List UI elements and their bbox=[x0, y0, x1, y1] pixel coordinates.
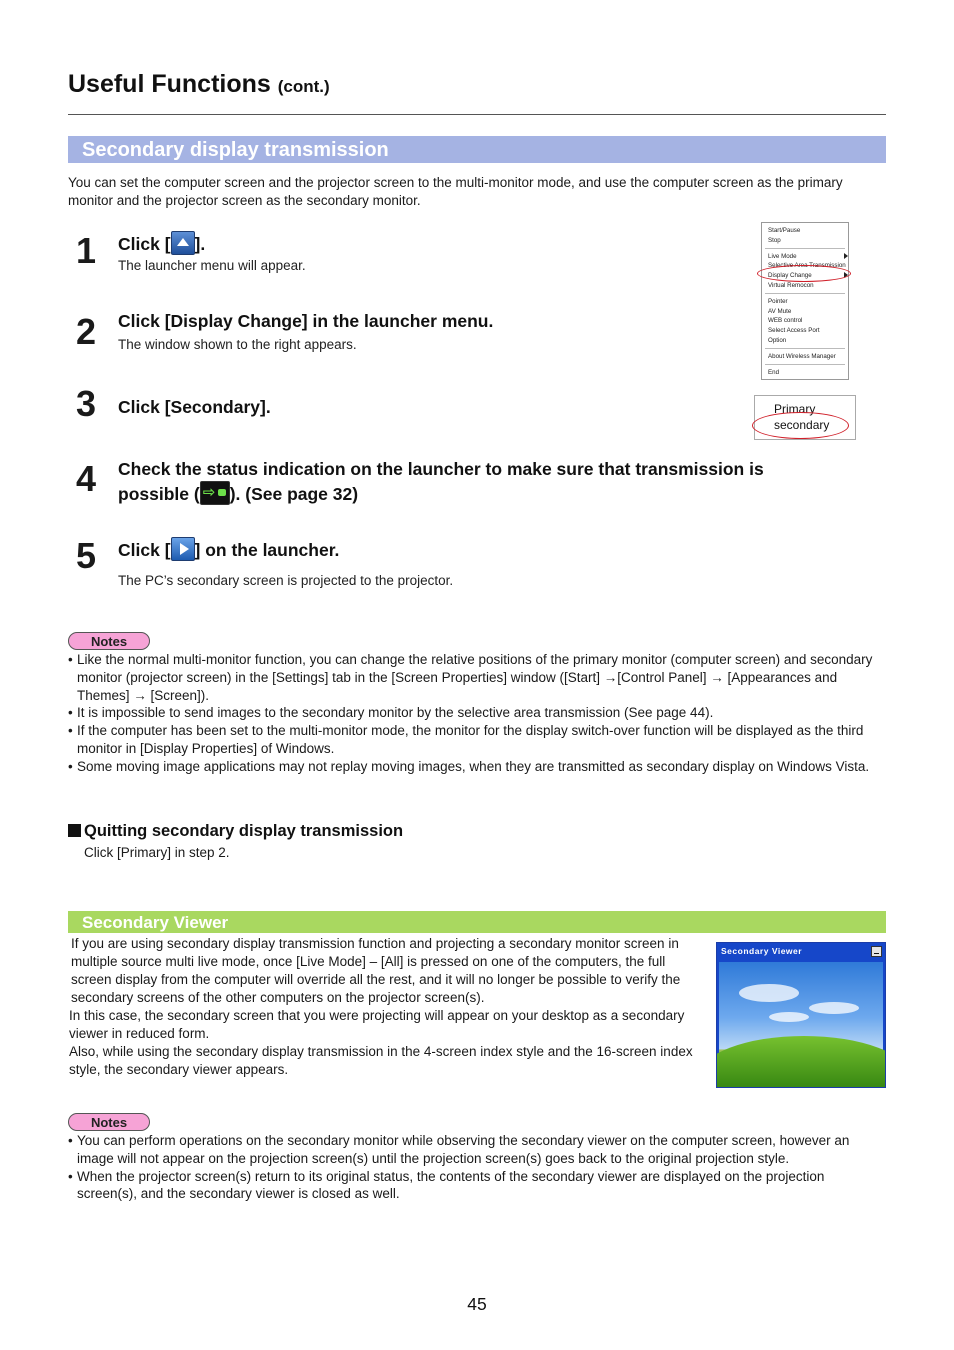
step-heading: Click [Display Change] in the launcher menu. bbox=[118, 311, 494, 331]
step-number: 2 bbox=[76, 311, 97, 352]
note-item: • It is impossible to send images to the secondary monitor by the selective area transmission (See page 44). bbox=[68, 704, 888, 722]
secondary-viewer-window bbox=[716, 942, 886, 1088]
step-heading-line2: possible (⇨ ). (See page 32) bbox=[118, 481, 358, 505]
note-item: • You can perform operations on the secondary monitor while observing the secondary viewer on the computer screen, however an image will not appear on the projection screen(s) until the projection screen(s) goes back to the original projection style. bbox=[68, 1132, 888, 1168]
step-heading: Click [ ]. bbox=[118, 231, 205, 255]
notes-badge: Notes bbox=[68, 632, 150, 650]
menu-separator bbox=[765, 364, 845, 365]
viewer-paragraph: In this case, the secondary screen that you were projecting will appear on your desktop as a secondary viewer in reduced form. bbox=[69, 1008, 685, 1041]
page-title-suffix: (cont.) bbox=[277, 77, 330, 96]
page-number: 45 bbox=[467, 1294, 487, 1314]
menu-item-about[interactable]: About Wireless Manager bbox=[768, 353, 836, 360]
menu-item-web-control[interactable]: WEB control bbox=[768, 317, 803, 324]
transmission-status-icon bbox=[200, 481, 230, 505]
viewer-description bbox=[69, 935, 697, 1079]
menu-item-selective-area[interactable]: Selective Area Transmission bbox=[768, 262, 846, 269]
highlight-ring bbox=[757, 265, 851, 282]
step-description: The PC’s secondary screen is projected to the projector. bbox=[118, 573, 454, 588]
highlight-ring bbox=[752, 412, 849, 439]
viewer-title: Secondary Viewer bbox=[721, 946, 803, 956]
launcher-menu bbox=[761, 222, 849, 380]
step-description: The window shown to the right appears. bbox=[118, 337, 357, 352]
menu-item-option[interactable]: Option bbox=[768, 337, 787, 344]
viewer-paragraph: Also, while using the secondary display transmission in the 4-screen index style and the 16-screen index style, the secondary viewer appears. bbox=[69, 1044, 693, 1077]
menu-item-stop[interactable]: Stop bbox=[768, 237, 781, 244]
note-item: • If the computer has been set to the multi-monitor mode, the monitor for the display switch-over function will be displayed as the third monitor in [Display Properties] of Windows. bbox=[68, 722, 888, 758]
menu-item-live-mode[interactable]: Live Mode bbox=[768, 253, 797, 260]
menu-item-select-access-port[interactable]: Select Access Port bbox=[768, 327, 820, 334]
minimize-icon[interactable] bbox=[871, 946, 882, 957]
menu-item-display-change[interactable]: Display Change bbox=[768, 272, 812, 279]
play-icon bbox=[171, 537, 195, 561]
step-number: 3 bbox=[76, 383, 97, 424]
step-heading-line1: Check the status indication on the launcher to make sure that transmission is bbox=[118, 459, 764, 479]
notes-list bbox=[68, 651, 888, 776]
note-item: • Some moving image applications may not replay moving images, when they are transmitted as secondary display on Windows Vista. bbox=[68, 758, 888, 776]
viewer-paragraph: If you are using secondary display transmission function and projecting a secondary monitor screen in multiple source multi live mode, once [Live Mode] – [All] is pressed on one of the computers, the full screen display from the computer will override all the rest, and it will no longer be possible to verify the secondary screens of the other computers on the projector screen(s). bbox=[71, 936, 681, 1005]
menu-item-end[interactable]: End bbox=[768, 369, 780, 376]
menu-item-pointer[interactable]: Pointer bbox=[768, 298, 788, 305]
menu-item-av-mute[interactable]: AV Mute bbox=[768, 308, 792, 315]
step-number: 5 bbox=[76, 535, 97, 576]
menu-separator bbox=[765, 248, 845, 249]
notes-list bbox=[68, 1132, 888, 1203]
notes-badge: Notes bbox=[68, 1113, 150, 1131]
option-secondary[interactable]: secondary bbox=[774, 418, 830, 432]
menu-separator bbox=[765, 348, 845, 349]
section-heading-secondary-display: Secondary display transmission bbox=[68, 136, 886, 163]
desktop-wallpaper bbox=[719, 962, 883, 1086]
note-item: • When the projector screen(s) return to its original status, the contents of the secondary viewer are displayed on the projection screen(s), and the secondary viewer is closed as well. bbox=[68, 1168, 888, 1204]
step-number: 4 bbox=[76, 458, 97, 499]
option-primary[interactable]: Primary bbox=[774, 402, 816, 416]
step-description: The launcher menu will appear. bbox=[118, 258, 306, 273]
section-intro: You can set the computer screen and the projector screen to the multi-monitor mode, and use the computer screen as the primary monitor and the projector screen as the secondary monitor. bbox=[68, 175, 843, 208]
page-title: Useful Functions (cont.) bbox=[68, 70, 330, 98]
menu-separator bbox=[765, 293, 845, 294]
step-number: 1 bbox=[76, 230, 97, 271]
menu-item-virtual-remocon[interactable]: Virtual Remocon bbox=[768, 282, 814, 289]
section-heading-secondary-viewer: Secondary Viewer bbox=[68, 911, 886, 933]
title-divider bbox=[68, 114, 886, 115]
submenu-arrow-icon bbox=[844, 253, 848, 259]
step-heading: Click [Secondary]. bbox=[118, 397, 271, 417]
square-bullet-icon bbox=[68, 824, 81, 837]
quitting-heading: Quitting secondary display transmission bbox=[68, 822, 403, 841]
launcher-icon bbox=[171, 231, 195, 255]
step-heading: Click [ ] on the launcher. bbox=[118, 537, 339, 561]
quitting-text: Click [Primary] in step 2. bbox=[84, 845, 230, 860]
note-item: • Like the normal multi-monitor function, you can change the relative positions of the primary monitor (computer screen) and secondary monitor (projector screen) in the [Settings] tab in the [Screen Properties] window ([Start] →[Control Panel] → [Appearances and Themes] → [Screen]). bbox=[68, 651, 888, 704]
menu-item-start-pause[interactable]: Start/Pause bbox=[768, 227, 801, 234]
